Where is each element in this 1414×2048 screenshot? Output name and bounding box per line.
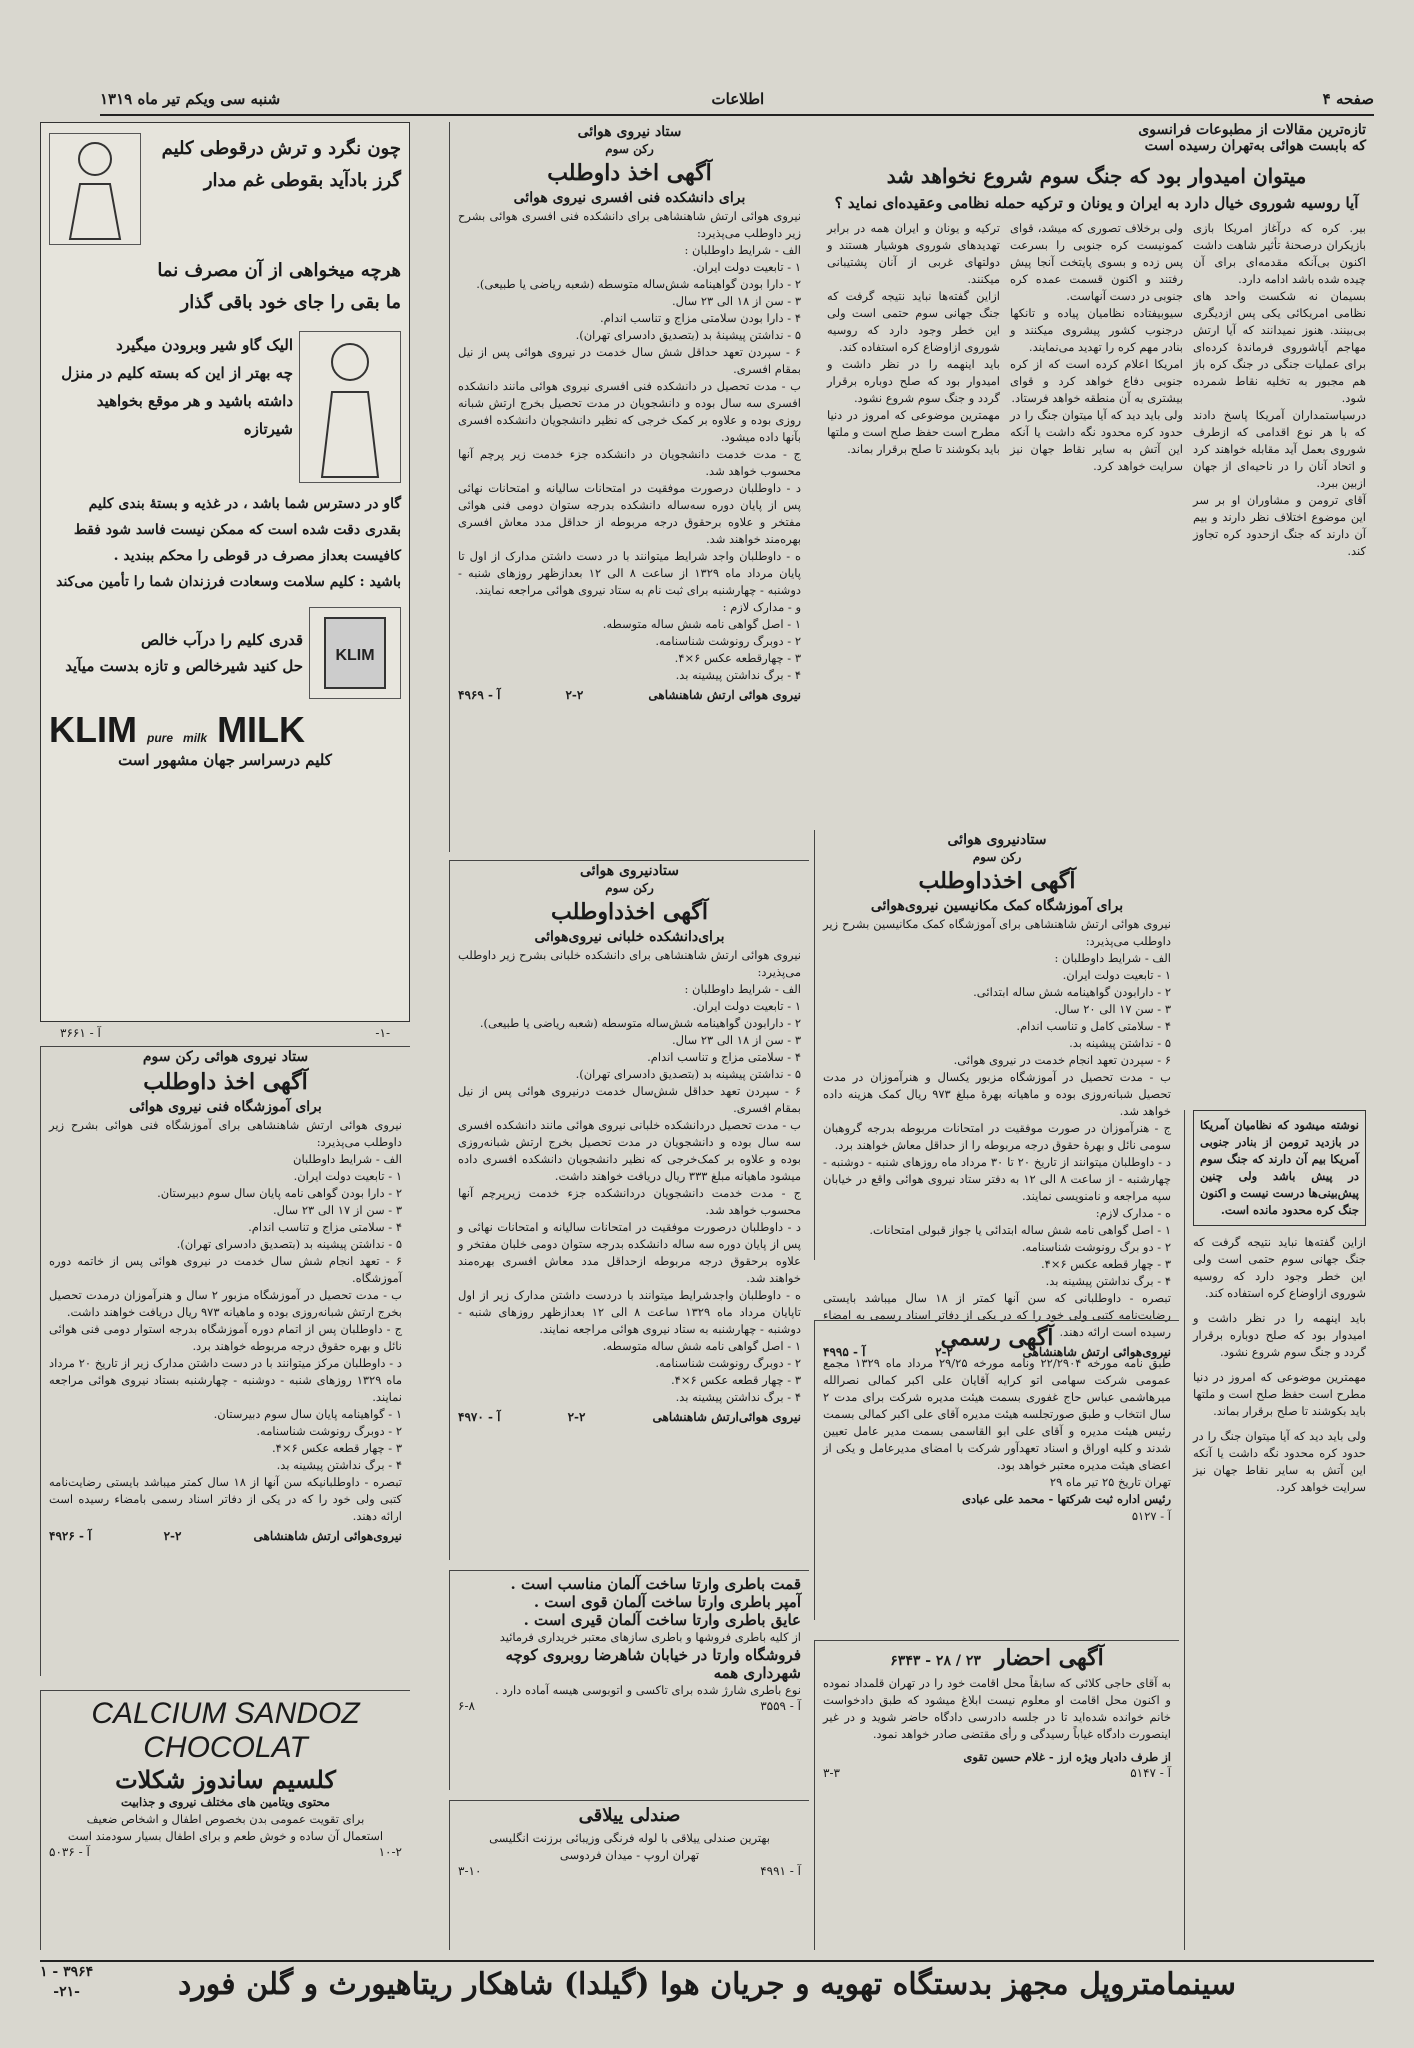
notice-code: آ - ۵۱۲۷	[1131, 1509, 1171, 1523]
chair-title: صندلی ییلاقی	[578, 1805, 681, 1826]
ad-item: ج - داوطلبان پس از اتمام دوره آموزشگاه بدرجه استوار دومی فنی هوائی نائل و بهره حقوق درجه مربوطه خواهند برد.	[49, 1322, 402, 1353]
article-paragraph: مهمترین موضوعی که امروز در دنیا مطرح است حفظ صلح است و ملتها باید بکوشند تا صلح برقرار بماند.	[827, 408, 1000, 456]
cow-maid-illustration	[299, 331, 401, 483]
ad-item: ۴ - سلامتی کامل و تناسب اندام.	[1016, 1019, 1171, 1033]
header-date: شنبه سی ویکم تیر ماه ۱۳۱۹	[100, 90, 281, 108]
klim-row-3	[49, 607, 401, 699]
klim-line: الیک گاو شیر وبرودن میگیرد	[116, 336, 293, 354]
ad-item: ب - مدت تحصیل در آموزشگاه مزبور ۲ سال و هنرآموزان درمدت تحصیل بخرج ارتش شبانه‌روزی بوده و ماهیانه ۹۷۳ ریال دریافت خواهند داشت.	[49, 1288, 402, 1319]
klim-tag: milk	[183, 731, 208, 745]
article-paragraph: باید اینهمه را در نظر داشت و امیدوار بود که صلح دوباره برقرار گردد و جنگ سوم شروع نشود.	[827, 357, 1000, 405]
article-continuation-text: باید اینهمه را در نظر داشت و امیدوار بود که صلح دوباره برقرار گردد و جنگ سوم شروع نشود.	[1193, 1311, 1366, 1359]
ad-item: ۴ - برگ نداشتن پیشینه بد.	[276, 1458, 402, 1472]
chair-footer	[458, 1864, 801, 1878]
klim-tag: pure	[147, 731, 174, 745]
ad-item: ۲ - دارابودن گواهینامه شش‌ساله متوسطه (شعبه ریاضی یا طبیعی).	[479, 1016, 801, 1030]
chair-address: تهران اروپ - میدان فردوسی	[559, 1848, 700, 1862]
ad-sign: نیروی‌هوائی ارتش شاهنشاهی	[253, 1529, 402, 1543]
ad-item: ۵ - نداشتن پیشینه بد (بتصدیق دادسرای تهران).	[176, 1237, 402, 1251]
ad-item: ۱ - اصل گواهی نامه شش ساله متوسطه.	[602, 1339, 801, 1353]
ad-item: ۵ - نداشتن پیشینهٔ بد (بتصدیق دادسرای تهران).	[575, 328, 801, 342]
chair-body: بهترین صندلی ییلاقی با لوله فرنگی وزیبائی برزنت انگلیسی	[489, 1831, 770, 1845]
ad-item: ۱ - تابعیت دولت ایران.	[293, 1169, 402, 1183]
ad-intro: نیروی هوائی ارتش شاهنشاهی برای دانشکده فنی افسری هوائی بشرح زیر داوطلب می‌پذیرد:	[458, 209, 801, 240]
woman-figure-icon	[50, 134, 140, 244]
ad-sign: نیروی هوائی ارتش شاهنشاهی	[648, 688, 801, 702]
article-paragraph: بیر. کره که درآغاز امریکا بازی بازیکران درصحنهٔ تأثیر شاهت داشت اکنون بی‌آنکه مقدمه‌ای برای آن چیده شده باشد ادامه دارد.	[1193, 221, 1366, 286]
ad-item: ۱ - گواهینامه پایان سال سوم دبیرستان.	[213, 1407, 402, 1421]
ad-item: ۳ - سن از ۱۷ الی ۲۳ سال.	[273, 1203, 402, 1217]
ad-item: ۶ - سپردن تعهد حداقل شش سال خدمت در نیروی هوائی پس از نیل بمقام افسری.	[458, 345, 801, 376]
ad-item: ۵ - نداشتن پیشینه بد (بتصدیق دادسرای تهران).	[575, 1067, 801, 1081]
summons-title: آگهی احضار	[994, 1645, 1104, 1671]
article-paragraph: آقای ترومن و مشاوران او بر سر این موضوع اختلاف نظر دارند و بیم آن دارند که جنگ ازحدود کره تجاوز کند.	[1193, 493, 1366, 558]
ad-org: ستادنیروی هوائی	[580, 863, 679, 879]
ad-title: آگهی اخذداوطلب	[551, 899, 708, 925]
summons-footer	[823, 1766, 1171, 1780]
ad-item: الف - شرایط داوطلبان :	[684, 982, 801, 996]
ad-org: ستادنیروی هوائی	[947, 832, 1047, 848]
ad-item: ب - مدت تحصیل در آموزشگاه مزبور یکسال و هنرآموزان در مدت تحصیل شبانه‌روزی بوده و ماهیانه بهرهٔ مبلغ ۹۷۳ ریال کمک هزینه داده خواهد شد.	[823, 1070, 1171, 1118]
notice-body: طبق نامه مورخه ۲۲/۲۹۰۴ ونامه مورخه ۲۹/۲۵ مرداد ماه ۱۳۲۹ مجمع عمومی شرکت سهامی اتو کرایه آقایان علی اکبر کمالی نصرالله میرهاشمی عباس حاج غفوری بسمت هیئت مدیره شرکت برای مدت ۲ سال انتخاب و طبق صورتجلسه هیئت مدیره آقای علی اکبر کمالی بسمت رئیس هیئت مدیره و آقای علی ابو القاسمی بسمت مدیر عامل تعیین شدند و کلیه اوراق و اسناد تعهدآور شرکت با امضای مدیرعامل و یکی از اعضای هیئت مدیره معتبر خواهد بود.	[823, 1356, 1172, 1472]
woman-illustration	[49, 133, 141, 245]
klim-line: چون نگرد و ترش درقوطی کلیم	[161, 138, 401, 159]
ad-item: د - داوطلبان مرکز میتوانند با در دست داشتن مدارک زیر از تاریخ ۲۰ مرداد ماه ۱۳۲۹ روزهای شنبه - دوشنبه - چهارشنبه بستاد نیروی هوائی مراجعه نمایند.	[49, 1356, 402, 1404]
ad-item: ۲ - دارابودن گواهینامه شش ساله ابتدائی.	[973, 985, 1171, 999]
klim-brand: MILK	[217, 709, 306, 750]
ad-official-notice	[814, 1320, 1179, 1620]
ad-item: ۴ - برگ نداشتن پیشینه بد.	[675, 1390, 801, 1404]
klim-row-1	[49, 133, 401, 245]
ad-item: ۲ - دارا بودن گواهی نامه پایان سال سوم دبیرستان.	[157, 1186, 402, 1200]
ad-item: ب - مدت تحصیل دردانشکده خلبانی نیروی هوائی مانند دانشکده افسری سه سال بوده و دانشجویان در مدت تحصیل بخرج ارتش شبانه‌روزی بوده و علاوه بر کمک‌خرجی که نظیر دانشجویان دانشکده افسری داده میشود ماهیانه مبلغ ۳۳۳ ریال دریافت خواهند داشت.	[458, 1118, 801, 1183]
ad-item: و - مدارک لازم :	[722, 600, 801, 614]
battery-num: ۶-۸	[458, 1699, 475, 1713]
article-paragraph: درسیاستمداران آمریکا پاسخ دادند که با هر نوع اقدامی که ازطرف شوروی بعمل آید مقابله خواهند کرد و اتحاد آنان را در ناحیه‌ای از جهان ازبین ببرد.	[1193, 408, 1366, 490]
ad-calcium-sandoz	[40, 1690, 410, 1950]
ad-item: ۳ - چهار قطعه عکس ۶×۴.	[670, 1373, 801, 1387]
calcium-desc: برای تقویت عمومی بدن بخصوص اطفال و اشخاص ضعیف	[86, 1812, 365, 1826]
ad-code: آ - ۴۹۹۵	[823, 1345, 866, 1359]
ad-item: الف - شرایط داوطلبان	[293, 1152, 402, 1166]
ad-item: ۱ - اصل گواهی نامه شش ساله متوسطه.	[602, 617, 801, 631]
battery-code: آ - ۳۵۵۹	[760, 1699, 801, 1713]
ad-item: ج - هنرآموزان در صورت موفقیت در امتحانات مربوطه بدرجه گروهبان سومی نائل و بهرهٔ حقوق درجه مربوطه را از حداقل معاش خواهند برد.	[823, 1121, 1171, 1152]
article-kicker: تازه‌ترین مقالات از مطبوعات فرانسوی	[1138, 122, 1366, 138]
chair-num: ۳-۱۰	[458, 1864, 482, 1878]
klim-line: هرچه میخواهی از آن مصرف نما	[157, 260, 401, 281]
klim-line: حل کنید شیرخالص و تازه بدست میآید	[65, 657, 303, 675]
summons-body: به آقای حاجی کلائی که سابقاً محل اقامت خود را در تهران قلمداد نموده و اکنون محل اقامت او معلوم نیست ابلاغ میشود که طبق دادخواست خانم خوانده شده‌اید تا در جلسه دادرسی دادگاه حاضر شوید و در غیر اینصورت دادگاه غیاباً رسیدگی و رأی مقتضی صادر خواهد نمود.	[823, 1676, 1171, 1741]
ad-title: آگهی اخذداوطلب	[918, 868, 1076, 894]
battery-footer	[458, 1699, 801, 1713]
battery-line: قمت باطری وارتا ساخت آلمان مناسب است .	[510, 1575, 801, 1593]
klim-code: آ - ۳۶۶۱	[60, 1026, 101, 1040]
ad-item: ۲ - دوبرگ رونوشت شناسنامه.	[655, 634, 801, 648]
notice-title: آگهی رسمی	[940, 1325, 1054, 1351]
calcium-footer	[49, 1845, 402, 1859]
ad-num: ۲-۲	[163, 1529, 182, 1543]
ad-title: آگهی اخذ داوطلب	[143, 1069, 308, 1095]
article-paragraph: امریکا اعلام کرده است که از کره جنوبی دفاع خواهد کرد و قوای بیشتری به آن منطقه خواهد فرستاد.	[1010, 357, 1183, 405]
klim-line: چه بهتر از این که بسته کلیم در منزل	[61, 364, 293, 382]
calcium-desc: محتوی ویتامین های مختلف نیروی و جذابیت	[121, 1795, 330, 1809]
notice-sign: رئیس اداره ثبت شرکتها - محمد علی عبادی	[962, 1492, 1171, 1506]
ad-item: ۳ - چهار قطعه عکس ۶×۴.	[1040, 1257, 1171, 1271]
klim-line: گاو در دسترس شما باشد ، در غذیه و بستهٔ بندی کلیم	[88, 496, 401, 512]
ad-footer	[458, 688, 801, 702]
klim-line: کافیست بعداز مصرف در قوطی را محکم ببندید .	[113, 548, 401, 564]
klim-num: -۱-	[375, 1026, 390, 1040]
article-body-col-1	[1193, 220, 1366, 560]
article-body-col-2	[1010, 220, 1183, 560]
ad-intro: نیروی هوائی ارتش شاهنشاهی برای آموزشگاه کمک مکانیسین بشرح زیر داوطلب می‌پذیرد:	[823, 917, 1171, 948]
klim-footer	[60, 1026, 390, 1040]
calcium-code: آ - ۵۰۳۶	[49, 1845, 90, 1859]
klim-verse	[49, 255, 401, 319]
klim-line: گرز بادآید بقوطی غم مدار	[203, 170, 401, 191]
ad-item: ۴ - دارا بودن سلامتی مزاج و تناسب اندام.	[600, 311, 801, 325]
ad-dept: رکن سوم	[605, 881, 654, 895]
article-subheadline: آیا روسیه شوروی خیال دارد به ایران و یونان و ترکیه حمله نظامی وعقیده‌ای نماید ؟	[834, 194, 1359, 212]
ad-org: ستاد نیروی هوائی رکن سوم	[142, 1049, 309, 1065]
klim-line: باشید : کلیم سلامت وسعادت فرزندان شما را تأمین می‌کند	[56, 574, 401, 590]
ad-item: ۴ - برگ نداشتن پیشینه بد.	[1045, 1274, 1171, 1288]
klim-line: ما بقی را جای خود باقی گذار	[180, 292, 401, 313]
ad-air-force-officer-school	[449, 122, 809, 852]
battery-line: فروشگاه وارتا در خیابان شاهرضا روبروی کوچه شهرداری همه	[505, 1646, 801, 1682]
ad-item: ۶ - سپردن تعهد انجام خدمت در نیروی هوائی.	[953, 1053, 1171, 1067]
ad-item: ۶ - تعهد انجام شش سال خدمت در نیروی هوائی پس از خاتمه دوره آموزشگاه.	[49, 1254, 402, 1285]
article-paragraph: سیوبیفتاده نظامیان پیاده و تانکها درجنوب کشور پیشروی میکنند و بنادر مهم کره را تهدید می‌نمایند.	[1010, 306, 1183, 354]
ad-item: ۳ - سن از ۱۸ الی ۲۳ سال.	[672, 1033, 801, 1047]
ad-item: ۱ - تابعیت دولت ایران.	[692, 999, 801, 1013]
article-kicker-2: که بابست هوائی به‌تهران رسیده است	[1144, 138, 1366, 154]
ad-item: ه - داوطلبان واجد شرایط میتوانند با در دست داشتن مدارک از اول تا پایان مرداد ماه ۱۳۲۹ از ساعت ۸ الی ۱۲ بعدازظهر روزهای شنبه - دوشنبه - چهارشنبه برای ثبت نام به ستاد نیروی هوائی مراجعه نمایند.	[458, 549, 802, 597]
ad-items	[49, 1151, 402, 1474]
cinema-code: ۳۹۶۴ - ۱	[40, 1964, 94, 1980]
ad-item: ۵ - نداشتن پیشینه بد.	[1069, 1036, 1171, 1050]
klim-line: بقدری دقت شده است که ممکن نیست فاسد شود فقط	[73, 522, 401, 538]
klim-line: داشته باشید و هر موقع بخواهید شیرتازه	[96, 392, 293, 438]
article-body-col-3	[827, 220, 1000, 560]
summons-num: ۳-۳	[823, 1766, 840, 1780]
chair-code: آ - ۴۹۹۱	[760, 1864, 801, 1878]
news-article	[819, 122, 1374, 822]
ad-title: آگهی اخذ داوطلب	[547, 160, 712, 186]
ad-item: الف - شرایط داوطلبان :	[684, 243, 801, 257]
ad-item: ج - مدت خدمت دانشجویان دردانشکده جزء خدمت زیرپرچم آنها محسوب خواهد شد.	[458, 1186, 801, 1217]
ad-items	[823, 950, 1171, 1290]
article-boxed-text: نوشته میشود که نظامیان آمریکا در بازدید ترومن از بنادر جنوبی آمریکا بیم آن دارند که جنگ سوم در پیش باشد ولی چنین پیش‌بینی‌ها درست نیست و اکنون جنگ کره محدود مانده است.	[1193, 1110, 1366, 1226]
ad-item: ۴ - سلامتی مزاج و تناسب اندام.	[647, 1050, 801, 1064]
klim-logo	[49, 709, 401, 751]
ad-subtitle: برای آموزشگاه کمک مکانیسین نیروی‌هوائی	[870, 898, 1124, 914]
ad-item: ۶ - سپردن تعهد حداقل شش‌سال خدمت درنیروی هوائی پس از نیل بمقام افسری.	[458, 1084, 801, 1115]
ad-num: ۲-۲	[565, 688, 584, 702]
ad-item: ه - داوطلبان واجدشرایط میتوانند با دردست داشتن مدارک زیر از اول تاپایان مرداد ماه ۱۳۲۹ ساعت ۸ الی ۱۲ بعدازظهر روزهای شنبه - دوشنبه - چهارشنبه به ستاد نیروی هوائی مراجعه نمایند.	[458, 1288, 801, 1336]
ad-varta-battery	[449, 1570, 809, 1790]
article-headline: میتوان امیدوار بود که جنگ سوم شروع نخواهد شد	[886, 164, 1307, 188]
article-paragraph: بسیمان نه شکست واحد هاى نظامی امریکائی یکی پس ازدیگری بی‌بینند. هنوز نمیدانند که آیا ارتش مهاجم آیاشوروی فرماندهٔ کرده‌ای برای عملیات جنگی در جنگ کره باز هم مجبور به تخلیه نقاط شمرده شود.	[1193, 289, 1366, 405]
ad-item: الف - شرایط داوطلبان :	[1054, 951, 1171, 965]
ad-code: آ - ۴۹۶۹	[458, 688, 501, 702]
ad-item: ۱ - تابعیت دولت ایران.	[1062, 968, 1171, 982]
cinema-code-block	[40, 1962, 93, 2002]
ad-item: ۴ - برگ نداشتن پیشینه بد.	[675, 668, 801, 682]
ad-code: آ - ۴۹۷۰	[458, 1410, 501, 1424]
ad-item: ۳ - چهار قطعه عکس ۶×۴.	[271, 1441, 402, 1455]
ad-item: ۱ - تابعیت دولت ایران.	[692, 260, 801, 274]
ad-item: ۱ - اصل گواهی نامه شش ساله ابتدائی یا جواز قبولی امتحانات.	[869, 1223, 1171, 1237]
calcium-num: ۱۰-۲	[378, 1845, 402, 1859]
ad-air-force-technical-school	[40, 1046, 410, 1676]
ad-intro: نیروی هوائی ارتش شاهنشاهی برای آموزشگاه فنی هوائی بشرح زیر داوطلب می‌پذیرد:	[49, 1118, 402, 1149]
ad-item: ب - مدت تحصیل در دانشکده فنی افسری نیروی هوائی مانند دانشکده افسری سه سال بوده و دانشجویان در مدت تحصیل بخرج ارتش شبانه روزی بوده و علاوه بر کمک خرجی که نظیر دانشجویان دانشکده افسری بآنها داده میشود.	[458, 379, 801, 444]
ad-item: ۲ - دوبرگ رونوشت شناسنامه.	[256, 1424, 402, 1438]
battery-line: عایق باطری وارتا ساخت آلمان قیری است .	[523, 1611, 801, 1629]
ad-code: آ - ۴۹۲۶	[49, 1529, 92, 1543]
ad-item: ه - مدارک لازم:	[1095, 1206, 1171, 1220]
ad-item: ۲ - دو برگ رونوشت شناسنامه.	[1021, 1240, 1171, 1254]
ad-subtitle: برای دانشکده فنی افسری نیروی هوائی	[513, 190, 746, 206]
klim-tagline: کلیم درسراسر جهان مشهور است	[118, 751, 332, 769]
battery-line: از کلیه باطری فروشها و باطری سازهای معتبر خریداری فرمائید	[499, 1630, 801, 1644]
ad-item: ۲ - دارا بودن گواهینامه شش‌ساله متوسطه (شعبه ریاضی یا طبیعی).	[476, 277, 801, 291]
ad-klim-milk	[40, 122, 410, 1022]
ad-items	[458, 242, 801, 684]
ad-summer-chair	[449, 1800, 809, 1950]
battery-line: آمپر باطری وارتا ساخت آلمان قوی است .	[533, 1593, 801, 1611]
klim-verse	[49, 331, 293, 483]
article-continuation	[1184, 1110, 1374, 1950]
battery-line: نوع باطری شارژ شده برای تاکسی و اتوبوسی هیسه آماده دارد .	[495, 1683, 801, 1697]
ad-item: د - داوطلبان میتوانند از تاریخ ۲۰ تا ۳۰ مرداد ماه روزهای شنبه - دوشنبه - چهارشنبه - از ساعت ۸ الی ۱۲ به دفتر ستاد نیروی هوائی واقع در خیابان سپه مراجعه و نامنویسی نمایند.	[823, 1155, 1172, 1203]
summons-sign: از طرف دادیار ویژه ارز - غلام حسین تقوی	[963, 1750, 1171, 1764]
ad-footer	[458, 1410, 801, 1424]
header-paper-name: اطلاعات	[711, 90, 765, 108]
ad-item: ۲ - دوبرگ رونوشت شناسنامه.	[655, 1356, 801, 1370]
calcium-title-latin: CALCIUM SANDOZ	[91, 1697, 360, 1730]
ad-item: ۴ - سلامتی مزاج و تناسب اندام.	[248, 1220, 402, 1234]
ad-item: د - داوطلبان درصورت موفقیت در امتحانات سالیانه و امتحانات نهائی و پس از پایان دوره سه ساله دانشکده بدرجه ستوان دومی خلبان مفتخر و علاوه برحقوق درجه مربوطه ازحداقل مدد معاش افسری بهره‌مند خواهند شد.	[458, 1220, 801, 1285]
ad-item: ۳ - سن از ۱۸ الی ۲۳ سال.	[672, 294, 801, 308]
calcium-title-persian: کلسیم ساندوز شکلات	[115, 1765, 336, 1794]
ad-sign: نیروی‌هوائی ارتش شاهنشاهی	[1022, 1345, 1171, 1359]
summons-code: آ - ۵۱۴۷	[1130, 1766, 1171, 1780]
milkmaid-figure-icon	[300, 332, 400, 482]
article-continuation-text: ولی باید دید که آیا میتوان جنگ را در حدود کره محدود نگه داشت یا آنکه این آتش به سایر نقاط جهان نیز سرایت خواهد کرد.	[1193, 1429, 1366, 1494]
klim-verse	[49, 627, 303, 679]
klim-row-2	[49, 331, 401, 483]
ad-item: ۳ - چهارقطعه عکس ۶×۴.	[674, 651, 801, 665]
cinema-num: -۲۱-	[53, 1984, 80, 2000]
calcium-desc: استعمال آن ساده و خوش طعم و برای اطفال بسیار سودمند است	[67, 1829, 384, 1843]
ad-summons	[814, 1640, 1179, 1950]
cinema-text: سینمامتروپل مجهز بدستگاه تهویه و جریان هوا (گیلدا) شاهکار ریتاهیورث و گلن فورد	[177, 1967, 1237, 2002]
header-page-number: صفحه ۴	[1322, 90, 1374, 108]
ad-org: ستاد نیروی هوائی	[577, 124, 682, 140]
ad-dept: رکن سوم	[972, 850, 1022, 864]
milk-can-icon	[310, 608, 400, 698]
article-paragraph: ولی باید دید که آیا میتوان جنگ را در حدود کره محدود نگه داشت یا آنکه این آتش به سایر نقاط جهان نیز سرایت خواهد کرد.	[1010, 408, 1183, 473]
ad-note: تبصره - داوطلبانیکه سن آنها از ۱۸ سال کمتر میباشد بایستی رضایت‌نامه کتبی ولی خود را که در یکی از دفاتر اسناد رسمی بامضاء رسیده است ارائه دهند.	[49, 1475, 402, 1523]
klim-verse	[147, 133, 401, 245]
klim-body	[49, 491, 401, 595]
klim-can-illustration	[309, 607, 401, 699]
klim-line: قدری کلیم را درآب خالص	[141, 631, 303, 649]
article-paragraph: ولی برخلاف تصوری که میشد، قوای کمونیست کره جنوبی را بسرعت پس زده و بسوی پایتخت آنجا پیش رفتند و اکنون قسمت عمده کره جنوبی در دست آنهاست.	[1010, 221, 1183, 303]
page-header	[100, 88, 1374, 116]
ad-dept: رکن سوم	[605, 142, 654, 156]
svg-text:KLIM: KLIM	[335, 647, 375, 664]
ad-item: ۳ - سن ۱۷ الی ۲۰ سال.	[1054, 1002, 1171, 1016]
article-continuation-text: ازاین گفته‌ها نباید نتیجه گرفت که جنگ جهانی سوم حتمی است ولی این خطر وجود دارد که روسیه شوروی ازاوضاع کره استفاده کند.	[1193, 1235, 1366, 1300]
ad-subtitle: برای آموزشگاه فنی نیروی هوائی	[129, 1099, 322, 1115]
ad-subtitle: برای‌دانشکده خلبانی نیروی‌هوائی	[534, 929, 725, 945]
ad-sign: نیروی هوائی‌ارتش شاهنشاهی	[652, 1410, 801, 1424]
ad-num: ۲-۲	[935, 1345, 953, 1359]
klim-brand: KLIM	[49, 709, 137, 750]
summons-number: ۲۳ / ۲۸ - ۶۳۴۳	[890, 1653, 981, 1669]
ad-air-force-pilot-school	[449, 860, 809, 1560]
ad-footer	[49, 1529, 402, 1543]
article-continuation-text: مهمترین موضوعی که امروز در دنیا مطرح است حفظ صلح است و ملتها باید بکوشند تا صلح برقرار بماند.	[1193, 1370, 1366, 1418]
calcium-subtitle-latin: CHOCOLAT	[143, 1731, 308, 1764]
ad-item: ج - مدت خدمت دانشجویان در دانشکده جزء خدمت زیر پرچم آنها محسوب خواهد شد.	[458, 447, 801, 478]
ad-items	[458, 981, 801, 1406]
ad-num: ۲-۲	[567, 1410, 586, 1424]
article-body	[827, 220, 1366, 560]
ad-note: تبصره - داوطلبانی که سن آنها کمتر از ۱۸ سال میباشد بایستی رضایت‌نامه کتبی ولی خود را که در یکی از دفاتر اسناد رسمی به امضاء رسیده است ارائه دهند.	[823, 1291, 1171, 1339]
article-paragraph: ازاین گفته‌ها نباید نتیجه گرفت که جنگ جهانی سوم حتمی است ولی این خطر وجود دارد که روسیه شوروی ازاوضاع کره استفاده کند.	[827, 289, 1000, 354]
ad-intro: نیروی هوائی ارتش شاهنشاهی برای دانشکده خلبانی بشرح زیر داوطلب می‌پذیرد:	[458, 948, 801, 979]
summons-header	[823, 1641, 1171, 1675]
article-paragraph: ترکیه و یونان و ایران همه در برابر تهدیدهای شوروی هوشیار هستند و دولتهای غربی از آنان پشتیبانی میکنند.	[827, 221, 1000, 286]
ad-item: د - داوطلبان درصورت موفقیت در امتحانات سالیانه و امتحانات نهائی پس از پایان دوره سه‌ساله دانشکده بدرجه ستوان دومی فنی هوائی مفتخر و علاوه برحقوق درجه مربوطه از حداقل مدد معاش افسری بهره‌مند خواهند شد.	[458, 481, 801, 546]
cinema-banner	[40, 1960, 1374, 2008]
notice-date: تهران تاریخ ۲۵ تیر ماه ۲۹	[1049, 1475, 1171, 1489]
